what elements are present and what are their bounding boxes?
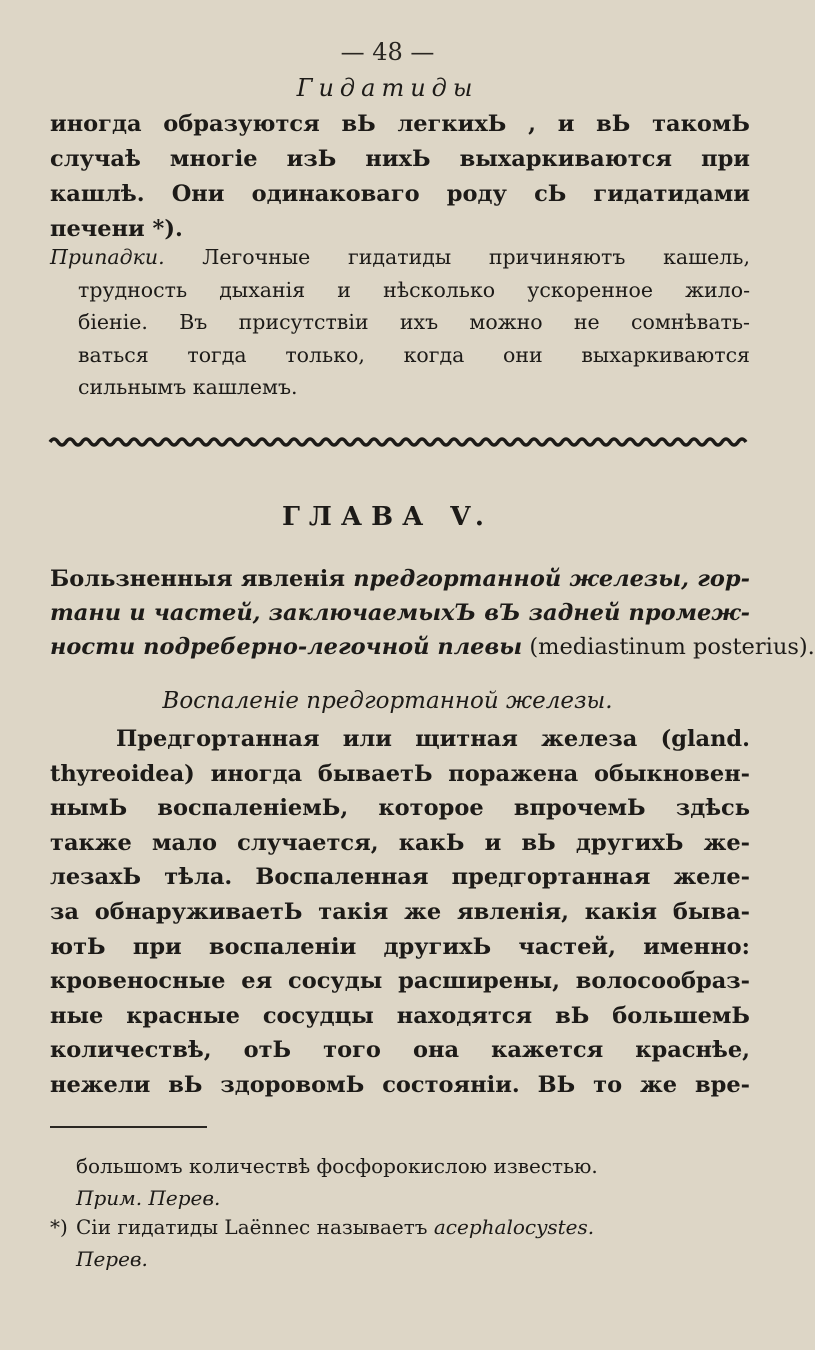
- footnote-text: Сіи гидатиды Laënnec называетъ: [76, 1215, 434, 1239]
- desc-italic: ности подреберно-легочной плевы: [50, 634, 523, 660]
- text-line: за обнаруживаетЬ такія же явленія, какія быва-: [50, 898, 750, 925]
- text-line: нымЬ воспаленіемЬ, которое впрочемЬ здѣсь: [50, 795, 750, 822]
- text-line: ные красные сосудцы находятся вЬ большемЬ: [50, 1002, 750, 1029]
- page-number: — 48 —: [340, 38, 435, 66]
- text-line: [50, 241, 750, 274]
- text-line: [50, 630, 815, 664]
- footnote-term: acephalocystes.: [433, 1215, 595, 1239]
- text-line: нежели вЬ здоровомЬ состояніи. ВЬ то же вре-: [50, 1071, 750, 1098]
- text-line: [50, 562, 750, 596]
- symptoms-first-line: Легочные гидатиды причиняютъ кашель,: [164, 245, 750, 269]
- footnote-continuation: [50, 1150, 760, 1214]
- footnote-rule: [50, 1126, 207, 1128]
- text-line: лезахЬ тѣла. Воспаленная предгортанная желе-: [50, 864, 750, 891]
- desc-italic: предгортанной железы, гор-: [353, 566, 750, 592]
- running-head: Гидатиды: [296, 74, 479, 102]
- text-line: сильнымъ кашлемъ.: [78, 375, 298, 399]
- text-line: печени *).: [50, 216, 183, 242]
- paragraph-inflammation: [50, 722, 750, 1103]
- desc-latin: (mediastinum posterius).: [522, 634, 815, 660]
- chapter-title: ГЛАВА V.: [281, 502, 493, 532]
- text-line: случаѣ многіе изЬ нихЬ выхаркиваются при: [50, 146, 750, 172]
- desc-normal: Бользненныя явленія: [50, 566, 354, 592]
- paragraph-symptoms: [50, 241, 750, 404]
- text-line: ютЬ при воспаленіи другихЬ частей, именно:: [50, 933, 750, 960]
- text-line: кровеносные ея сосуды расширены, волосообраз-: [50, 968, 750, 995]
- chapter-description: [50, 562, 815, 664]
- text-line: трудность дыханія и нѣсколько ускоренное жило-: [78, 277, 750, 302]
- footnote-attribution: Перев.: [76, 1247, 148, 1271]
- footnote-line: большомъ количествѣ фосфорокислою известью.: [76, 1154, 598, 1178]
- text-line: ваться тогда только, когда они выхаркиваются: [78, 342, 750, 367]
- paragraph-hydatids: [50, 107, 750, 247]
- text-line: Предгортанная или щитная железа (gland.: [116, 726, 750, 752]
- footnote-attribution: Прим. Перев.: [76, 1186, 221, 1210]
- footnote-hydatids: [50, 1211, 760, 1275]
- text-line: количествѣ, отЬ того она кажется краснѣе,: [50, 1037, 750, 1064]
- text-line: также мало случается, какЬ и вЬ другихЬ же-: [50, 829, 750, 856]
- text-line: кашлѣ. Они одинаковаго роду сЬ гидатидами: [50, 181, 750, 207]
- text-line: иногда образуются вЬ легкихЬ , и вЬ такомЬ: [50, 111, 750, 137]
- symptoms-lead: Припадки.: [50, 245, 165, 269]
- footnote-mark: *): [50, 1215, 68, 1239]
- footnote-line: [50, 1211, 760, 1243]
- text-line: біеніе. Въ присутствіи ихъ можно не сомнѣвать-: [78, 310, 750, 334]
- text-line: thyreoidea) иногда бываетЬ поражена обыкновен-: [50, 760, 750, 787]
- section-subheading: Воспаленіе предгортанной железы.: [162, 688, 613, 714]
- ornamental-divider: [50, 434, 750, 450]
- text-line: тани и частей, заключаемыхЪ вЪ задней промеж-: [50, 600, 750, 626]
